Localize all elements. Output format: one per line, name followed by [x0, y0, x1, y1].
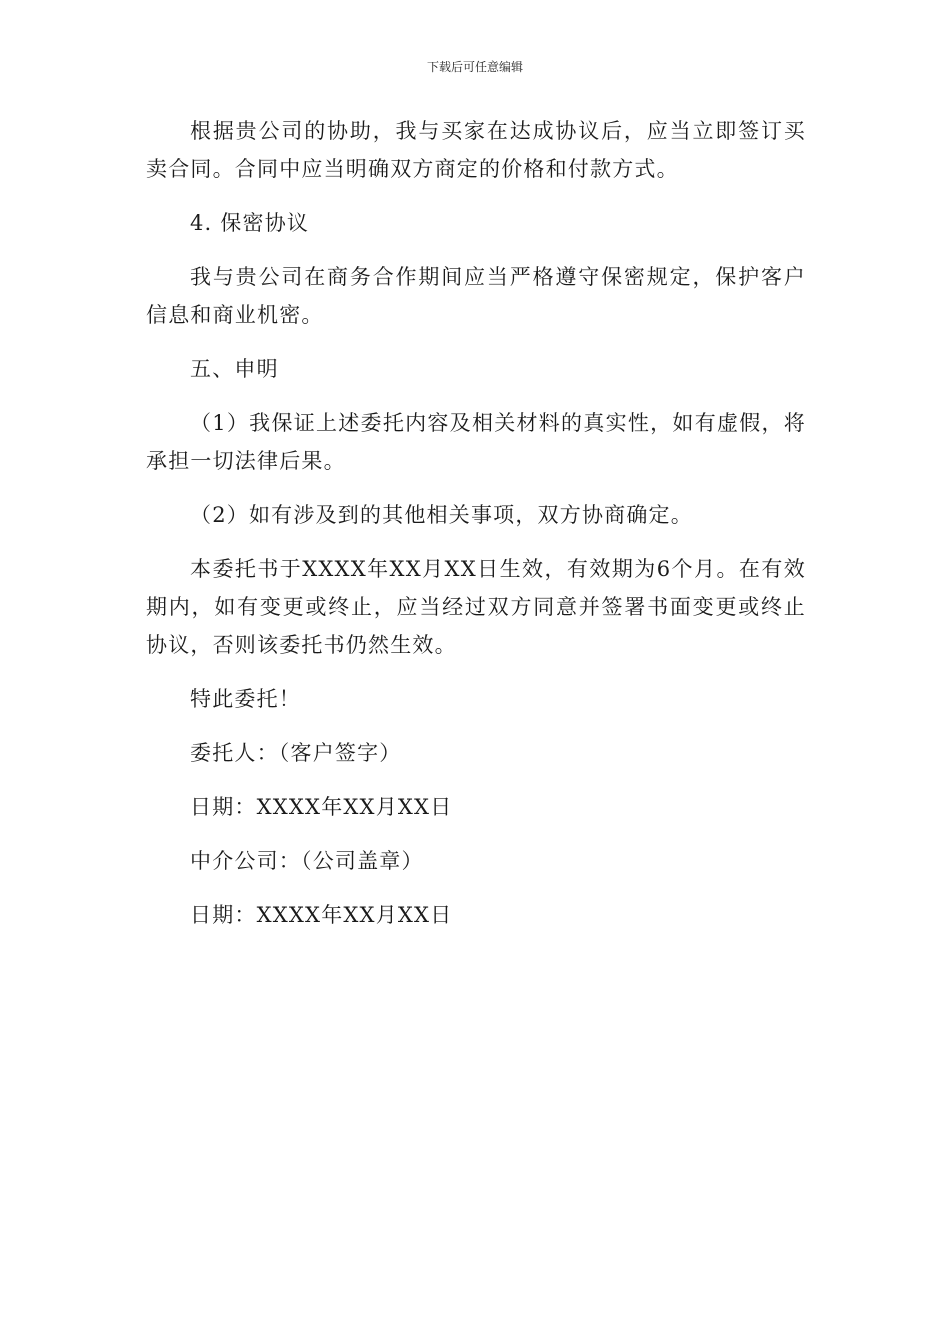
paragraph-declaration-1: （1）我保证上述委托内容及相关材料的真实性，如有虚假，将承担一切法律后果。: [146, 411, 806, 473]
agency-date-line: 日期：XXXX年XX月XX日: [190, 903, 453, 927]
section-heading-confidentiality: 4. 保密协议: [190, 211, 310, 235]
document-body: [146, 112, 806, 950]
paragraph-declaration-2: （2）如有涉及到的其他相关事项，双方协商确定。: [190, 503, 693, 527]
agency-seal-line: 中介公司：（公司盖章）: [190, 849, 424, 873]
paragraph-purchase-contract: 根据贵公司的协助，我与买家在达成协议后，应当立即签订买卖合同。合同中应当明确双方商定的价格和付款方式。: [146, 119, 806, 181]
header-note: 下载后可任意编辑: [426, 60, 523, 74]
closing-statement: 特此委托！: [190, 687, 301, 711]
paragraph-confidentiality: 我与贵公司在商务合作期间应当严格遵守保密规定，保护客户信息和商业机密。: [146, 265, 806, 327]
client-date-line: 日期：XXXX年XX月XX日: [190, 795, 453, 819]
paragraph-validity: 本委托书于XXXX年XX月XX日生效，有效期为6个月。在有效期内，如有变更或终止，应当经过双方同意并签署书面变更或终止协议，否则该委托书仍然生效。: [146, 557, 806, 657]
client-signature-line: 委托人：（客户签字）: [190, 741, 402, 765]
section-heading-declaration: 五、申明: [190, 357, 279, 381]
